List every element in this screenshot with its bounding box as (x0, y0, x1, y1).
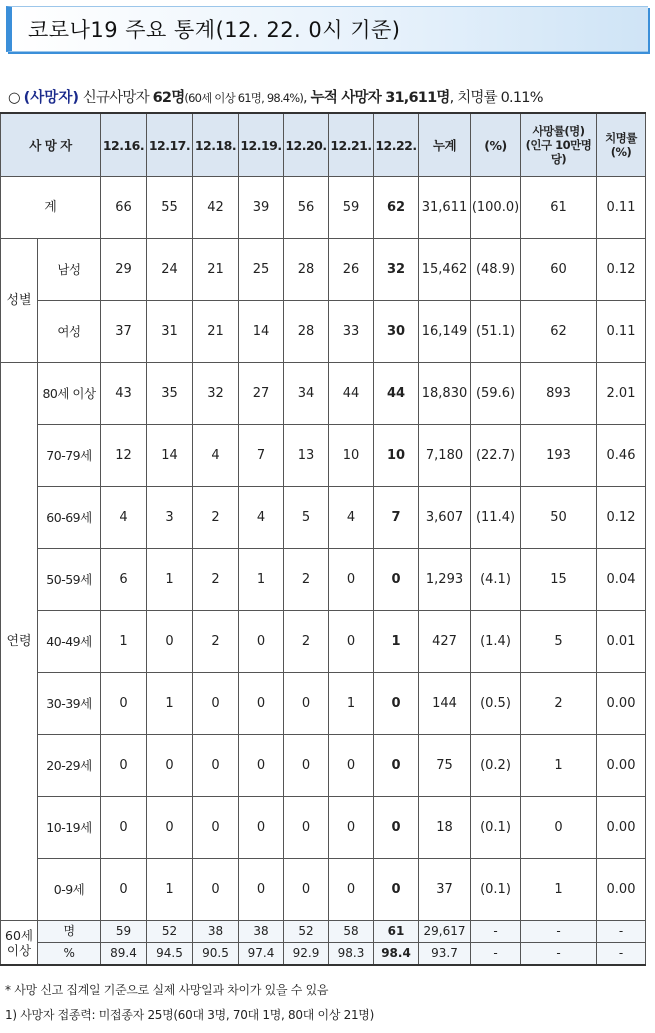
table-cell: 44 (374, 363, 419, 425)
table-cell: 13 (284, 425, 329, 487)
table-row (1, 425, 646, 487)
header-cell: 12.16. (101, 113, 147, 177)
table-cell: 29 (101, 239, 147, 301)
row-label: 20-29세 (38, 735, 101, 797)
row-label: 여성 (38, 301, 101, 363)
table-cell: 4 (193, 425, 239, 487)
table-cell: 75 (419, 735, 471, 797)
group-label-age: 연령 (1, 363, 38, 921)
table-cell: 0 (101, 797, 147, 859)
table-cell: 0 (329, 735, 374, 797)
table-cell: 3,607 (419, 487, 471, 549)
table-cell: 43 (101, 363, 147, 425)
table-cell: 0 (284, 735, 329, 797)
summary-new-text: 신규사망자 (78, 90, 153, 106)
table-cell: 24 (147, 239, 193, 301)
table-cell: 0 (284, 673, 329, 735)
table-cell: 93.7 (419, 943, 471, 966)
table-cell: 28 (284, 301, 329, 363)
table-cell: (0.2) (471, 735, 521, 797)
footnote: 1) 사망자 접종력: 미접종자 25명(60대 3명, 70대 1명, 80대 이상 21명) (5, 1008, 374, 1022)
table-cell: 0.46 (597, 425, 646, 487)
header-cell: (%) (471, 113, 521, 177)
table-cell: 0 (284, 859, 329, 921)
table-cell: 38 (239, 921, 284, 943)
table-cell: 0 (239, 859, 284, 921)
table-cell: (4.1) (471, 549, 521, 611)
table-cell: (100.0) (471, 177, 521, 239)
table-row (1, 943, 646, 966)
table-cell: 0 (521, 797, 597, 859)
group-label-gender: 성별 (1, 239, 38, 363)
header-cell: 치명률 (%) (597, 113, 646, 177)
table-cell: 0 (239, 797, 284, 859)
summary-cum-text: 누적 사망자 (310, 90, 386, 106)
table-cell: 10 (329, 425, 374, 487)
table-cell: 2 (284, 549, 329, 611)
table-cell: 21 (193, 239, 239, 301)
table-cell: 4 (101, 487, 147, 549)
table-cell: 16,149 (419, 301, 471, 363)
death-summary (8, 86, 653, 107)
table-row (1, 363, 646, 425)
table-cell: 0.11 (597, 177, 646, 239)
table-cell: 2 (521, 673, 597, 735)
table-cell: 893 (521, 363, 597, 425)
table-cell: 18,830 (419, 363, 471, 425)
table-cell: 0 (239, 735, 284, 797)
table-cell: 15 (521, 549, 597, 611)
table-cell: 55 (147, 177, 193, 239)
table-cell: (0.1) (471, 797, 521, 859)
table-cell: 2.01 (597, 363, 646, 425)
table-cell: 52 (147, 921, 193, 943)
table-cell: 59 (329, 177, 374, 239)
table-cell: - (597, 921, 646, 943)
table-cell: 0 (193, 797, 239, 859)
table-cell: 0.12 (597, 487, 646, 549)
table-cell: 1 (374, 611, 419, 673)
table-cell: 98.4 (374, 943, 419, 966)
header-cell: 12.17. (147, 113, 193, 177)
table-cell: 1 (329, 673, 374, 735)
summary-new-count: 62명 (152, 90, 185, 106)
table-cell: 0 (193, 735, 239, 797)
table-cell: - (521, 921, 597, 943)
table-cell: 32 (374, 239, 419, 301)
table-cell: 0.00 (597, 735, 646, 797)
table-cell: 94.5 (147, 943, 193, 966)
table-cell: (11.4) (471, 487, 521, 549)
table-cell: 50 (521, 487, 597, 549)
header-cell: 12.22. (374, 113, 419, 177)
table-cell: 7,180 (419, 425, 471, 487)
table-cell: 193 (521, 425, 597, 487)
table-row (1, 859, 646, 921)
table-cell: 18 (419, 797, 471, 859)
table-row (1, 301, 646, 363)
table-cell: 1 (239, 549, 284, 611)
table-cell: 14 (147, 425, 193, 487)
table-cell: 39 (239, 177, 284, 239)
summary-label: (사망자) (23, 90, 79, 106)
row-label: % (38, 943, 101, 966)
table-row (1, 673, 646, 735)
table-row (1, 611, 646, 673)
table-cell: 0 (374, 549, 419, 611)
table-cell: 42 (193, 177, 239, 239)
table-cell: 89.4 (101, 943, 147, 966)
table-cell: (51.1) (471, 301, 521, 363)
table-cell: 56 (284, 177, 329, 239)
table-cell: 44 (329, 363, 374, 425)
table-cell: 1 (147, 549, 193, 611)
table-cell: 5 (521, 611, 597, 673)
table-cell: 37 (101, 301, 147, 363)
row-label: 명 (38, 921, 101, 943)
table-cell: 32 (193, 363, 239, 425)
table-cell: 98.3 (329, 943, 374, 966)
table-cell: - (471, 943, 521, 966)
footnote: * 사망 신고 집계일 기준으로 실제 사망일과 차이가 있을 수 있음 (5, 983, 329, 997)
table-cell: 0.00 (597, 797, 646, 859)
table-cell: 1 (521, 735, 597, 797)
table-cell: 427 (419, 611, 471, 673)
table-cell: 28 (284, 239, 329, 301)
summary-cum-count: 31,611명 (385, 90, 450, 106)
row-label: 60-69세 (38, 487, 101, 549)
table-cell: 66 (101, 177, 147, 239)
table-cell: 2 (193, 487, 239, 549)
table-cell: 7 (374, 487, 419, 549)
table-cell: 31 (147, 301, 193, 363)
table-cell: (48.9) (471, 239, 521, 301)
table-cell: 0 (374, 735, 419, 797)
row-label: 0-9세 (38, 859, 101, 921)
table-cell: 62 (374, 177, 419, 239)
header-cell: 12.21. (329, 113, 374, 177)
table-cell: (1.4) (471, 611, 521, 673)
table-row (1, 239, 646, 301)
table-cell: 6 (101, 549, 147, 611)
table-cell: 0 (101, 735, 147, 797)
row-label: 80세 이상 (38, 363, 101, 425)
header-cell: 누계 (419, 113, 471, 177)
summary-sep: , (303, 90, 311, 106)
table-cell: 4 (239, 487, 284, 549)
table-cell: 2 (284, 611, 329, 673)
table-cell: 26 (329, 239, 374, 301)
row-label: 70-79세 (38, 425, 101, 487)
row-label: 계 (1, 177, 101, 239)
table-cell: 97.4 (239, 943, 284, 966)
table-cell: 2 (193, 549, 239, 611)
table-cell: 59 (101, 921, 147, 943)
header-cell: 12.18. (193, 113, 239, 177)
table-cell: 0.12 (597, 239, 646, 301)
table-cell: 0 (193, 673, 239, 735)
table-cell: 0 (147, 611, 193, 673)
table-cell: 52 (284, 921, 329, 943)
table-cell: 2 (193, 611, 239, 673)
table-cell: 0 (239, 611, 284, 673)
table-cell: 1 (147, 673, 193, 735)
death-stats-table (0, 112, 646, 966)
table-cell: 5 (284, 487, 329, 549)
header-cell: 사 망 자 (1, 113, 101, 177)
table-cell: 0 (101, 859, 147, 921)
table-cell: 0 (239, 673, 284, 735)
table-cell: 0 (193, 859, 239, 921)
table-cell: 1 (101, 611, 147, 673)
table-cell: 0 (329, 549, 374, 611)
group-label-60plus: 60세 이상 (1, 921, 38, 966)
table-cell: 0.01 (597, 611, 646, 673)
table-cell: 62 (521, 301, 597, 363)
table-row (1, 797, 646, 859)
table-cell: 33 (329, 301, 374, 363)
header-cell: 사망률(명) (인구 10만명당) (521, 113, 597, 177)
table-row (1, 549, 646, 611)
table-cell: 7 (239, 425, 284, 487)
header-cell: 12.19. (239, 113, 284, 177)
row-label: 10-19세 (38, 797, 101, 859)
table-cell: 30 (374, 301, 419, 363)
table-cell: - (597, 943, 646, 966)
table-cell: 1 (147, 859, 193, 921)
table-cell: 35 (147, 363, 193, 425)
table-cell: - (471, 921, 521, 943)
table-cell: 0 (374, 859, 419, 921)
table-cell: 4 (329, 487, 374, 549)
summary-fatality: , 치명률 0.11% (449, 90, 543, 106)
table-cell: 21 (193, 301, 239, 363)
table-cell: 38 (193, 921, 239, 943)
table-cell: 27 (239, 363, 284, 425)
table-cell: 1,293 (419, 549, 471, 611)
table-cell: 15,462 (419, 239, 471, 301)
table-row (1, 177, 646, 239)
table-row (1, 921, 646, 943)
table-cell: 3 (147, 487, 193, 549)
row-label: 50-59세 (38, 549, 101, 611)
table-cell: (59.6) (471, 363, 521, 425)
page-title: 코로나19 주요 통계(12. 22. 0시 기준) (28, 18, 401, 42)
table-cell: 0.00 (597, 859, 646, 921)
table-cell: 14 (239, 301, 284, 363)
table-cell: 0.00 (597, 673, 646, 735)
table-cell: 37 (419, 859, 471, 921)
header-cell: 12.20. (284, 113, 329, 177)
table-cell: 31,611 (419, 177, 471, 239)
table-cell: 0 (329, 611, 374, 673)
table-cell: 0.11 (597, 301, 646, 363)
table-cell: 0 (147, 797, 193, 859)
table-cell: (0.1) (471, 859, 521, 921)
table-row (1, 487, 646, 549)
table-cell: 0 (329, 859, 374, 921)
table-cell: 0 (147, 735, 193, 797)
row-label: 40-49세 (38, 611, 101, 673)
table-cell: 34 (284, 363, 329, 425)
table-cell: 0 (284, 797, 329, 859)
table-cell: 29,617 (419, 921, 471, 943)
table-cell: (0.5) (471, 673, 521, 735)
header-row (1, 113, 646, 177)
table-cell: 0 (101, 673, 147, 735)
row-label: 30-39세 (38, 673, 101, 735)
table-cell: 58 (329, 921, 374, 943)
title-banner (6, 6, 648, 52)
table-cell: 90.5 (193, 943, 239, 966)
table-cell: 92.9 (284, 943, 329, 966)
table-cell: (22.7) (471, 425, 521, 487)
table-cell: 0 (374, 797, 419, 859)
summary-new-detail: (60세 이상 61명, 98.4%) (184, 91, 304, 105)
table-row (1, 735, 646, 797)
table-cell: 61 (521, 177, 597, 239)
table-cell: 10 (374, 425, 419, 487)
table-cell: 1 (521, 859, 597, 921)
table-cell: - (521, 943, 597, 966)
bullet-icon: ○ (8, 90, 20, 106)
table-cell: 60 (521, 239, 597, 301)
table-cell: 0 (329, 797, 374, 859)
table-cell: 0 (374, 673, 419, 735)
table-cell: 25 (239, 239, 284, 301)
table-cell: 0.04 (597, 549, 646, 611)
row-label: 남성 (38, 239, 101, 301)
table-cell: 12 (101, 425, 147, 487)
table-cell: 144 (419, 673, 471, 735)
table-cell: 61 (374, 921, 419, 943)
